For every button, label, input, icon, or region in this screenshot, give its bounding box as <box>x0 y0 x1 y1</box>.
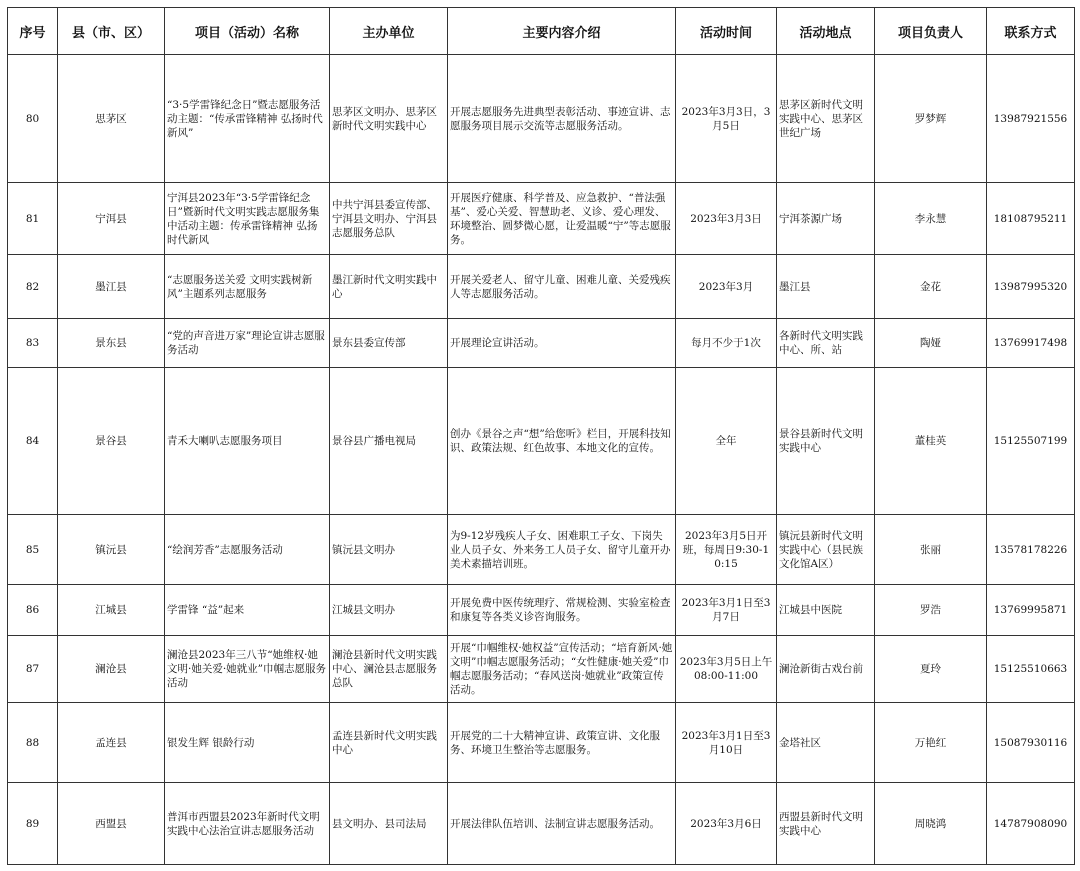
table-row <box>8 319 1075 368</box>
cell-time: 2023年3月3日 <box>676 183 777 255</box>
cell-project-name: 青禾大喇叭志愿服务项目 <box>165 368 330 515</box>
cell-contact: 13987921556 <box>987 55 1075 183</box>
cell-time: 2023年3月5日开班，每周日9:30-10:15 <box>676 515 777 585</box>
cell-county: 宁洱县 <box>58 183 165 255</box>
cell-county: 西盟县 <box>58 783 165 865</box>
cell-project-name: “3·5学雷锋纪念日”暨志愿服务活动主题：“传承雷锋精神 弘扬时代新风” <box>165 55 330 183</box>
cell-location: 墨江县 <box>777 255 875 319</box>
cell-manager: 夏玲 <box>875 636 987 703</box>
cell-organizer: 孟连县新时代文明实践中心 <box>330 703 448 783</box>
cell-organizer: 景东县委宣传部 <box>330 319 448 368</box>
cell-organizer: 江城县文明办 <box>330 585 448 636</box>
cell-county: 镇沅县 <box>58 515 165 585</box>
cell-time: 2023年3月1日至3月10日 <box>676 703 777 783</box>
cell-county: 澜沧县 <box>58 636 165 703</box>
cell-project-name: 学雷锋 “益”起来 <box>165 585 330 636</box>
cell-manager: 金花 <box>875 255 987 319</box>
cell-time: 2023年3月5日上午08:00-11:00 <box>676 636 777 703</box>
cell-county: 江城县 <box>58 585 165 636</box>
table-row <box>8 55 1075 183</box>
cell-organizer: 墨江新时代文明实践中心 <box>330 255 448 319</box>
cell-index: 89 <box>8 783 58 865</box>
cell-location: 各新时代文明实践中心、所、站 <box>777 319 875 368</box>
table-row <box>8 636 1075 703</box>
cell-contact: 15087930116 <box>987 703 1075 783</box>
cell-contact: 15125510663 <box>987 636 1075 703</box>
cell-organizer: 澜沧县新时代文明实践中心、澜沧县志愿服务总队 <box>330 636 448 703</box>
col-header-description: 主要内容介绍 <box>448 8 676 55</box>
table-row <box>8 255 1075 319</box>
cell-index: 87 <box>8 636 58 703</box>
col-header-project-name: 项目（活动）名称 <box>165 8 330 55</box>
cell-organizer: 景谷县广播电视局 <box>330 368 448 515</box>
cell-index: 82 <box>8 255 58 319</box>
cell-contact: 13987995320 <box>987 255 1075 319</box>
cell-index: 80 <box>8 55 58 183</box>
col-header-location: 活动地点 <box>777 8 875 55</box>
cell-project-name: “党的声音进万家”理论宣讲志愿服务活动 <box>165 319 330 368</box>
table-row <box>8 783 1075 865</box>
cell-manager: 万艳红 <box>875 703 987 783</box>
cell-manager: 董桂英 <box>875 368 987 515</box>
cell-time: 2023年3月6日 <box>676 783 777 865</box>
cell-county: 墨江县 <box>58 255 165 319</box>
cell-description: 开展“巾帼维权·她权益”宣传活动；“培育新风·她文明”巾帼志愿服务活动；“女性健康·她关爱”巾帼志愿服务活动；“春风送岗·她就业”政策宣传活动。 <box>448 636 676 703</box>
cell-manager: 李永慧 <box>875 183 987 255</box>
cell-location: 景谷县新时代文明实践中心 <box>777 368 875 515</box>
table-row <box>8 515 1075 585</box>
cell-organizer: 思茅区文明办、思茅区新时代文明实践中心 <box>330 55 448 183</box>
cell-manager: 陶娅 <box>875 319 987 368</box>
cell-contact: 13769995871 <box>987 585 1075 636</box>
cell-time: 每月不少于1次 <box>676 319 777 368</box>
col-header-manager: 项目负责人 <box>875 8 987 55</box>
col-header-index: 序号 <box>8 8 58 55</box>
cell-project-name: 银发生辉 银龄行动 <box>165 703 330 783</box>
cell-description: 开展志愿服务先进典型表彰活动、事迹宣讲、志愿服务项目展示交流等志愿服务活动。 <box>448 55 676 183</box>
cell-location: 江城县中医院 <box>777 585 875 636</box>
table-row <box>8 183 1075 255</box>
cell-description: 开展党的二十大精神宣讲、政策宣讲、文化服务、环境卫生整治等志愿服务。 <box>448 703 676 783</box>
col-header-organizer: 主办单位 <box>330 8 448 55</box>
cell-index: 88 <box>8 703 58 783</box>
cell-project-name: “绘润芳香”志愿服务活动 <box>165 515 330 585</box>
cell-index: 85 <box>8 515 58 585</box>
table-row <box>8 585 1075 636</box>
header-row <box>8 8 1075 55</box>
cell-location: 西盟县新时代文明实践中心 <box>777 783 875 865</box>
cell-contact: 13578178226 <box>987 515 1075 585</box>
cell-index: 86 <box>8 585 58 636</box>
cell-manager: 周晓鸿 <box>875 783 987 865</box>
cell-organizer: 中共宁洱县委宣传部、宁洱县文明办、宁洱县志愿服务总队 <box>330 183 448 255</box>
cell-time: 全年 <box>676 368 777 515</box>
cell-project-name: 普洱市西盟县2023年新时代文明实践中心法治宣讲志愿服务活动 <box>165 783 330 865</box>
cell-time: 2023年3月 <box>676 255 777 319</box>
cell-time: 2023年3月3日，3月5日 <box>676 55 777 183</box>
cell-project-name: 澜沧县2023年三八节“她维权·她文明·她关爱·她就业”巾帼志愿服务活动 <box>165 636 330 703</box>
cell-index: 84 <box>8 368 58 515</box>
cell-manager: 罗浩 <box>875 585 987 636</box>
cell-description: 开展法律队伍培训、法制宣讲志愿服务活动。 <box>448 783 676 865</box>
cell-location: 宁洱茶源广场 <box>777 183 875 255</box>
cell-contact: 14787908090 <box>987 783 1075 865</box>
table-row <box>8 368 1075 515</box>
col-header-county: 县（市、区） <box>58 8 165 55</box>
cell-county: 孟连县 <box>58 703 165 783</box>
cell-project-name: “志愿服务送关爱 文明实践树新风”主题系列志愿服务 <box>165 255 330 319</box>
cell-description: 创办《景谷之声“想”给您听》栏目，开展科技知识、政策法规、红色故事、本地文化的宣传。 <box>448 368 676 515</box>
cell-index: 81 <box>8 183 58 255</box>
cell-description: 开展关爱老人、留守儿童、困难儿童、关爱残疾人等志愿服务活动。 <box>448 255 676 319</box>
cell-description: 开展理论宣讲活动。 <box>448 319 676 368</box>
cell-manager: 张丽 <box>875 515 987 585</box>
cell-county: 景东县 <box>58 319 165 368</box>
cell-time: 2023年3月1日至3月7日 <box>676 585 777 636</box>
cell-description: 为9-12岁残疾人子女、困难职工子女、下岗失业人员子女、外来务工人员子女、留守儿童开办美术素描培训班。 <box>448 515 676 585</box>
col-header-time: 活动时间 <box>676 8 777 55</box>
cell-organizer: 镇沅县文明办 <box>330 515 448 585</box>
cell-location: 澜沧新街古戏台前 <box>777 636 875 703</box>
cell-location: 思茅区新时代文明实践中心、思茅区世纪广场 <box>777 55 875 183</box>
volunteer-activity-table <box>7 7 1075 865</box>
cell-project-name: 宁洱县2023年“3·5学雷锋纪念日”暨新时代文明实践志愿服务集中活动主题：传承雷锋精神 弘扬时代新风 <box>165 183 330 255</box>
cell-contact: 18108795211 <box>987 183 1075 255</box>
cell-organizer: 县文明办、县司法局 <box>330 783 448 865</box>
cell-county: 景谷县 <box>58 368 165 515</box>
cell-description: 开展医疗健康、科学普及、应急救护、“普法强基”、爱心关爱、智慧助老、义诊、爱心理发、环境整治、圆梦微心愿，让爱温暖“宁”等志愿服务。 <box>448 183 676 255</box>
col-header-contact: 联系方式 <box>987 8 1075 55</box>
cell-contact: 13769917498 <box>987 319 1075 368</box>
cell-manager: 罗梦辉 <box>875 55 987 183</box>
cell-index: 83 <box>8 319 58 368</box>
table-row <box>8 703 1075 783</box>
cell-location: 镇沅县新时代文明实践中心（县民族文化馆A区） <box>777 515 875 585</box>
cell-contact: 15125507199 <box>987 368 1075 515</box>
cell-description: 开展免费中医传统理疗、常规检测、实验室检查和康复等各类义诊咨询服务。 <box>448 585 676 636</box>
cell-county: 思茅区 <box>58 55 165 183</box>
cell-location: 金塔社区 <box>777 703 875 783</box>
